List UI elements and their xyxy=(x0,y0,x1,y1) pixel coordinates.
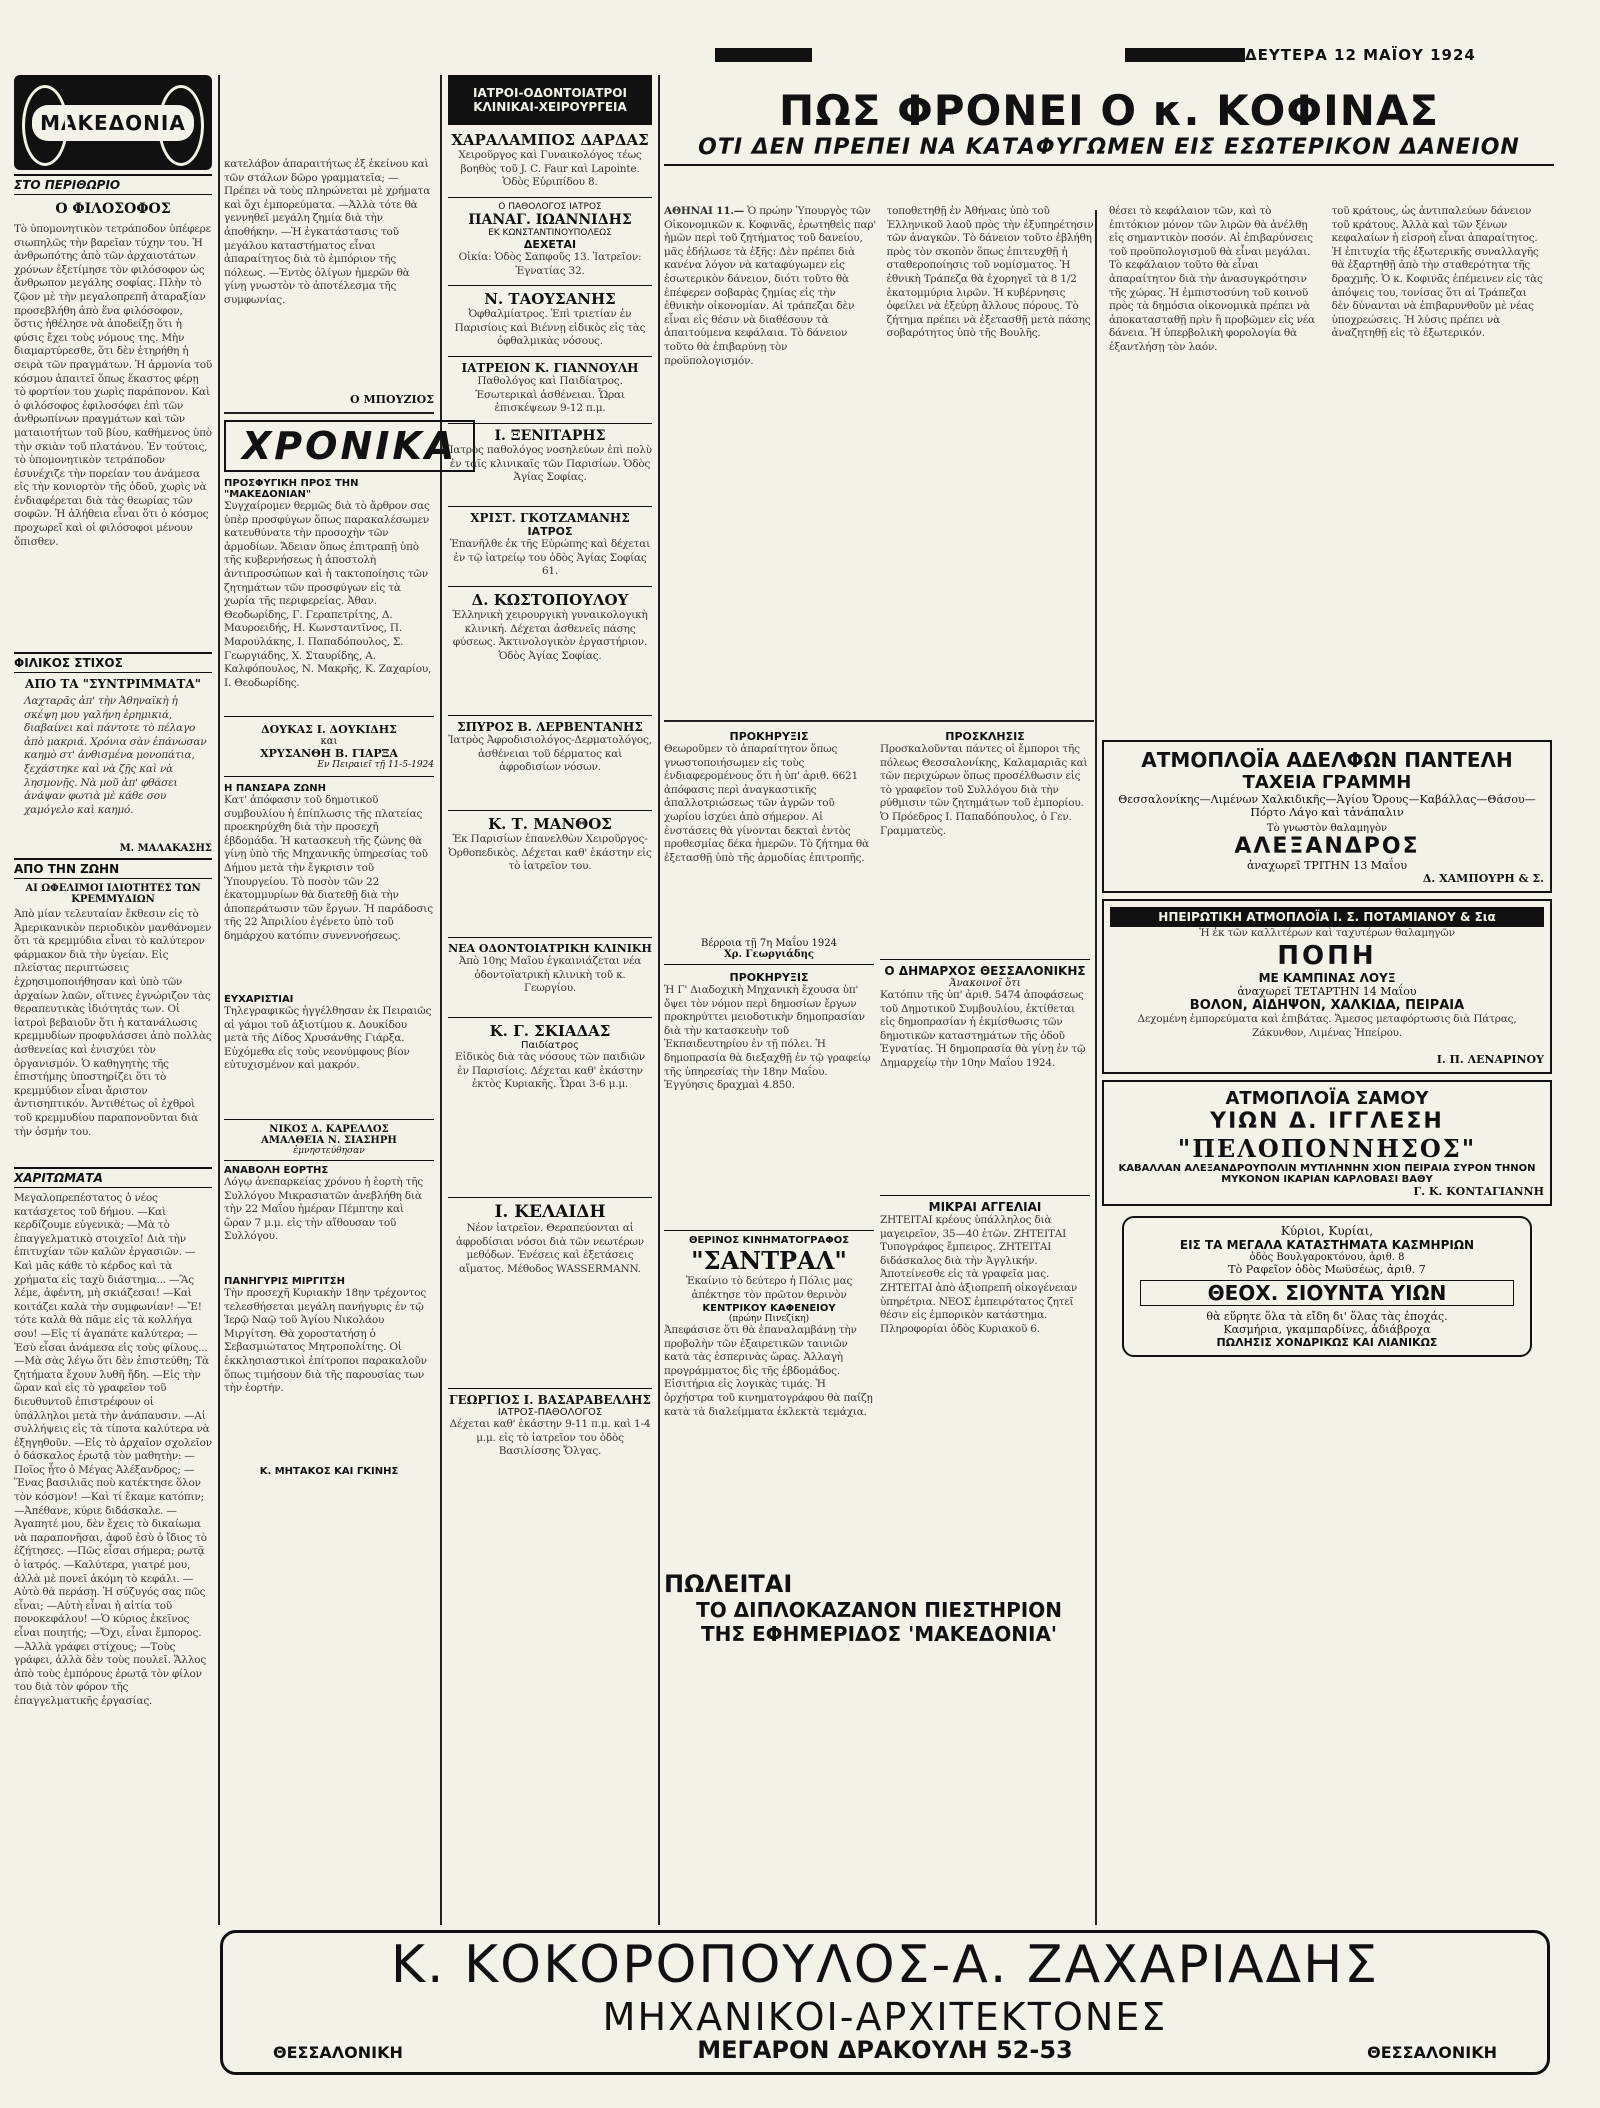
ad-vasaravelis-sub: ΙΑΤΡΟΣ-ΠΑΘΟΛΟΓΟΣ xyxy=(497,1407,603,1418)
fur-line1: θὰ εὕρητε ὅλα τὰ εἴδη δι' ὅλας τὰς ἐποχάς. xyxy=(1206,1310,1448,1323)
ad-xenitaris: Ι. ΞΕΝΙΤΑΡΗΣ xyxy=(448,423,652,444)
right-col xyxy=(1102,740,1552,1357)
lead-col-1: ΑΘΗΝΑΙ 11.— Ὁ πρώην Ὑπουργὸς τῶν Οἰκονομικῶν κ. Κοφινᾶς, ἐρωτηθεὶς παρ' ἡμῶν περὶ τοῦ ζητήματος τοῦ δανείου, μᾶς ἐδήλωσε τὰ ἑξῆς: Δὲν πρέπει διὰ κανένα λόγον νὰ καταφύγωμεν εἰς ἐσωτερικὸν δάνειον, διότι τοῦτο θὰ ἐπέφερεν σοβαρὰς ζημίας εἰς τὴν ἐθνικὴν οἰκονομίαν. Αἱ τράπεζαι δὲν εἶναι εἰς θέσιν νὰ διαθέσουν τὰ ἀπαιτούμενα κεφάλαια. Τὸ δάνειον τοῦτο θὰ ἐπιβαρύνῃ τὸν προϋπολογισμόν. xyxy=(664,205,877,367)
ad-skiadas-sub: Παιδίατρος xyxy=(521,1040,579,1051)
ship1-route: Θεσσαλονίκης—Λιμένων Χαλκιδικῆς—Ἁγίου Ὄρους—Καβάλλας—Θάσου—Πόρτο Λάγο καὶ τἀνάπαλιν xyxy=(1118,793,1536,819)
ship1-vessel-pre: Τὸ γνωστὸν θαλαμηγὸν xyxy=(1266,823,1388,834)
footer-banner xyxy=(220,1930,1550,2075)
ship1-agent: Δ. ΧΑΜΠΟΥΡΗ & Σ. xyxy=(1422,872,1544,885)
fur-store: ΕΙΣ ΤΑ ΜΕΓΑΛΑ ΚΑΤΑΣΤΗΜΑΤΑ ΚΑΣΜΗΡΙΩΝ xyxy=(1179,1238,1475,1252)
ad-kostopoulou: Δ. ΚΩΣΤΟΠΟΥΛΟΥ xyxy=(448,586,652,609)
col-rule-1 xyxy=(218,75,220,1925)
ad-lerventanis: ΣΠΥΡΟΣ Β. ΛΕΡΒΕΝΤΑΝΗΣ xyxy=(448,715,652,734)
lead-body xyxy=(664,205,1544,715)
signature-bouzios: Ο ΜΠΟΥΖΙΟΣ xyxy=(350,393,434,406)
ship1-title: ΑΤΜΟΠΛΟΪΑ ΑΔΕΛΦΩΝ ΠΑΝΤΕΛΗ xyxy=(1141,748,1513,772)
lead-col-3: θέσει τὸ κεφάλαιον τῶν, καὶ τὸ ἐπιτόκιον μόνον τῶν λιρῶν θὰ ἀνέλθῃ εἰς σημαντικὸν ποσόν. Αἱ ἐπιβαρύνσεις τοῦ προϋπολογισμοῦ θὰ εἶναι μεγάλαι. Τὸ κεφάλαιον τοῦτο θὰ εἶναι ἀπαραίτητον διὰ τὴν ἀνασυγκρότησιν τῆς χώρας. Ἡ ἐμπιστοσύνη τοῦ κοινοῦ πρὸς τὰ δημόσια οἰκονομικὰ πρέπει νὰ ἀποκατασταθῇ πρὶν ἢ προβῶμεν εἰς νέα δάνεια. Ἡ ὑπερβολικὴ φορολογία θὰ ἐξαντλήσῃ τὸν λαόν. xyxy=(1109,205,1315,353)
ad-vasaravelis: ΓΕΩΡΓΙΟΣ Ι. ΒΑΣΑΡΑΒΕΛΛΗΣ xyxy=(448,1388,652,1407)
ad-ioannidis-pre: Ο ΠΑΘΟΛΟΓΟΣ ΙΑΤΡΟΣ xyxy=(448,197,652,212)
fur-owner: ΘΕΟΧ. ΣΙΟΥΝΤΑ ΥΙΩΝ xyxy=(1140,1280,1514,1306)
ad-ioannidis-sub: ΕΚ ΚΩΝΣΤΑΝΤΙΝΟΥΠΟΛΕΩΣ xyxy=(488,228,612,238)
ship1-when: ἀναχωρεῖ ΤΡΙΤΗΝ 13 Μαΐου xyxy=(1246,859,1408,872)
prokyrixi-2: ΠΡΟΚΗΡΥΞΙΣ xyxy=(729,971,809,984)
column-1 xyxy=(14,75,212,1942)
ship2-sub: ΜΕ ΚΑΜΠΙΝΑΣ ΛΟΥΞ xyxy=(1258,971,1396,985)
dimarchos-sub: Ἀνακοινοῖ ὅτι xyxy=(949,978,1021,989)
ship2-vessel: ΠΟΠΗ xyxy=(1277,941,1377,971)
small-ads: ΜΙΚΡΑΙ ΑΓΓΕΛΙΑΙ xyxy=(880,1195,1090,1214)
sale-notice xyxy=(664,1570,1094,1646)
wedding-note: Εν Πειραιεῖ τῇ 11-5-1924 xyxy=(317,760,434,770)
section-charitomata: ΧΑΡΙΤΩΜΑΤΑ xyxy=(14,1167,212,1188)
cinema-name: "ΣΑΝΤΡΑΛ" xyxy=(691,1246,847,1275)
ship3-agent: Γ. Κ. ΚΟΝΤΑΓΙΑΝΝΗ xyxy=(1413,1185,1544,1198)
lead-article xyxy=(664,86,1554,166)
lead-headline-1: ΠΩΣ ΦΡΟΝΕΙ Ο κ. ΚΟΦΙΝΑΣ xyxy=(778,86,1440,135)
ship2-when: ἀναχωρεῖ ΤΕΤΑΡΤΗΝ 14 Μαΐου xyxy=(1237,985,1417,998)
ad-samou xyxy=(1102,1080,1552,1206)
ship3-vessel: "ΠΕΛΟΠΟΝΝΗΣΟΣ" xyxy=(1177,1134,1477,1163)
column-2 xyxy=(224,158,458,1477)
section-filikos-stichos: ΦΙΛΙΚΟΣ ΣΤΙΧΟΣ xyxy=(14,652,212,673)
ad-pantelis xyxy=(1102,740,1552,893)
poem-title: ΑΠΟ ΤΑ "ΣΥΝΤΡΙΜΜΑΤΑ" xyxy=(25,677,201,691)
section-apo-tin-zoin: ΑΠΟ ΤΗΝ ΖΩΗΝ xyxy=(14,858,212,879)
sale-text-2: ΤΗΣ ΕΦΗΜΕΡΙΔΟΣ 'ΜΑΚΕΔΟΝΙΑ' xyxy=(700,1622,1058,1646)
ship3-sub: ΥΙΩΝ Δ. ΙΓΓΛΕΣΗ xyxy=(1210,1109,1444,1134)
masthead-title: ΜΑΚΕΔΟΝΙΑ xyxy=(32,105,194,141)
prosklisis: ΠΡΟΣΚΛΗΣΙΣ xyxy=(945,730,1025,743)
ad-gotzamanis-sub: ΙΑΤΡΟΣ xyxy=(527,525,573,538)
ad-potamianou: ΗΠΕΙΡΩΤΙΚΗ ΑΤΜΟΠΛΟΪΑ Ι. Σ. ΠΟΤΑΜΙΑΝΟΥ & Σια Ἡ ἐκ τῶν καλλιτέρων καὶ ταχυτέρων θαλαμηγῶν ΠΟΠΗ ΜΕ ΚΑΜΠΙΝΑΣ ΛΟΥΞ ἀναχωρεῖ ΤΕΤΑΡΤΗΝ 14 Μαΐου ΒΟΛΟΝ, ΑΙΔΗΨΟΝ, ΧΑΛΚΙΔΑ, ΠΕΙΡΑΙΑ Δεχομένη ἐμπορεύματα καὶ ἐπιβάτας. Ἄμεσος μεταφόρτωσις διὰ Πάτρας, Ζάκυνθον, Λιμένας Ἠπείρου. Ι. Π. ΛΕΝΑΡΙΝΟΥ xyxy=(1102,899,1552,1074)
engaged-note: ἐμνηστεύθησαν xyxy=(293,1146,365,1156)
cinema-sub: ΚΕΝΤΡΙΚΟΥ ΚΑΦΕΝΕΙΟΥ xyxy=(702,1303,836,1314)
ship1-vessel: ΑΛΕΞΑΝΔΡΟΣ xyxy=(1234,834,1420,859)
footer-line-2: ΜΗΧΑΝΙΚΟΙ-ΑΡΧΙΤΕΚΤΟΝΕΣ xyxy=(602,1995,1168,2039)
footer-line-1: Κ. ΚΟΚΟΡΟΠΟΥΛΟΣ-Α. ΖΑΧΑΡΙΑΔΗΣ xyxy=(390,1935,1380,1995)
lead-col-2: τοποθετηθῇ ἐν Ἀθήναις ὑπὸ τοῦ Ἑλληνικοῦ λαοῦ πρὸς τὴν ἐξυπηρέτησιν τῶν ἀναγκῶν. Τὸ δάνειον τοῦτο ἐβλήθη πρὸς τὸν σκοπὸν ὅπως ἐπιτευχθῇ ἡ σταθεροποίησις τοῦ νομίσματος. Ἡ ἐθνικὴ Τράπεζα θὰ ἐχορηγεῖ τὰ 8 1/2 ἑκατομμύρια λιρῶν. Ἡ κυβέρνησις ὀφείλει νὰ ἐξεύρῃ ἄλλους πόρους. Τὸ ζήτημα πρέπει νὰ ἐξετασθῇ μετὰ πάσης σοβαρότητος ὑπὸ τῆς Βουλῆς. xyxy=(886,205,1094,340)
fur-sales: ΠΩΛΗΣΙΣ ΧΟΝΔΡΙΚΩΣ ΚΑΙ ΛΙΑΝΙΚΩΣ xyxy=(1216,1336,1438,1349)
ship1-sub: ΤΑΧΕΙΑ ΓΡΑΜΜΗ xyxy=(1242,772,1412,793)
cinema-sub2: (πρώην Πινεζίκη) xyxy=(728,1314,810,1324)
mid-col-b: ΠΡΟΣΚΛΗΣΙΣ Προσκαλοῦνται πάντες οἱ ἔμποροι τῆς πόλεως Θεσσαλονίκης, Καλαμαριᾶς καὶ τῶν περιχώρων ὅπως προσέλθωσιν εἰς τὸ γραφεῖον τοῦ Συλλόγου διὰ τὴν ρύθμισιν τῶν ζητημάτων τοῦ ἐμπορίου. Ὁ Πρόεδρος Ι. Παπαδόπουλος, ὁ Γεν. Γραμματεὺς. Ο ΔΗΜΑΡΧΟΣ ΘΕΣΣΑΛΟΝΙΚΗΣ Ἀνακοινοῖ ὅτι Κατόπιν τῆς ὑπ' ἀριθ. 5474 ἀποφάσεως τοῦ Δημοτικοῦ Συμβουλίου, ἐκτίθεται εἰς δημοπρασίαν ἡ ἐκμίσθωσις τῶν δημοτικῶν καταστημάτων τῆς ὁδοῦ Ἐγνατίας. Ἡ δημοπρασία θὰ γίνῃ ἐν τῷ Δημαρχείῳ τὴν 10ην Μαΐου 1924. ΜΙΚΡΑΙ ΑΓΓΕΛΙΑΙ ΖΗΤΕΙΤΑΙ κρέους ὑπάλληλος διὰ μαγειρεῖον, 35—40 ἐτῶν. ΖΗΤΕΙΤΑΙ Τυπογράφος ἔμπειρος. ΖΗΤΕΙΤΑΙ διδάσκαλος διὰ τὴν Ἀγγλικήν. Ἀποτείνεσθε εἰς τὰ γραφεῖα μας. ΖΗΤΕΙΤΑΙ ἀπὸ ἀξιοπρεπῆ οἰκογένειαν ὑπηρέτρια. ΝΕΟΣ ἐμπειρότατος ζητεῖ θέσιν εἰς ἐμπορικὸν κατάστημα. Πληροφορίαι ὁδὸς Κυριακοῦ 6. xyxy=(880,730,1090,1482)
fur-address: ὁδὸς Βουλγαροκτόνου, ἀριθ. 8 xyxy=(1249,1252,1405,1263)
chronika-title: ΧΡΟΝΙΚΑ xyxy=(224,420,475,472)
panigyris-text: Τὴν προσεχῆ Κυριακὴν 18ην τρέχοντος τελεσθήσεται μεγάλη πανήγυρις ἐν τῷ Ἱερῷ Ναῷ τοῦ Ἁγίου Νικολάου Μιργίτση. Θὰ χοροστατήσῃ ὁ Σεβασμιώτατος Μητροπολίτης. Οἱ ἐκκλησιαστικοὶ ἐπίτροποι παρακαλοῦν ὅπως τιμήσουν διὰ τῆς παρουσίας των τὴν ἑορτήν. xyxy=(224,1287,427,1395)
ship2-agent: Ι. Π. ΛΕΝΑΡΙΝΟΥ xyxy=(1436,1053,1544,1066)
prokyrixi-1-sign: Χρ. Γεωργιάδης xyxy=(664,949,874,965)
cinema-head: ΘΕΡΙΝΟΣ ΚΙΝΗΜΑΤΟΓΡΑΦΟΣ xyxy=(664,1230,874,1246)
section-panigyris: ΠΑΝΗΓΥΡΙΣ ΜΙΡΓΙΤΣΗ xyxy=(224,1276,345,1287)
sale-head: ΠΩΛΕΙΤΑΙ xyxy=(664,1570,793,1598)
bride-name: ΧΡΥΣΑΝΘΗ Β. ΓΙΑΡΞΑ xyxy=(260,747,398,760)
ship2-title: ΗΠΕΙΡΩΤΙΚΗ ΑΤΜΟΠΛΟΪΑ Ι. Σ. ΠΟΤΑΜΙΑΝΟΥ & Σια xyxy=(1110,907,1544,927)
top-bar xyxy=(715,48,812,62)
lead-headline-2: ΟΤΙ ΔΕΝ ΠΡΕΠΕΙ ΝΑ ΚΑΤΑΦΥΓΩΜΕΝ ΕΙΣ ΕΣΩΤΕΡΙΚΟΝ ΔΑΝΕΙΟΝ xyxy=(664,135,1554,166)
dateline: ΔΕΥΤΕΡΑ 12 ΜΑΪΟΥ 1924 xyxy=(1245,46,1476,64)
ad-ioannidis: ΠΑΝΑΓ. ΙΩΑΝΝΙΔΗΣ xyxy=(468,212,632,228)
section-title-philosophos: Ο ΦΙΛΟΣΟΦΟΣ xyxy=(55,201,171,217)
fur-line2: Κασμήρια, γκαμπαρδίνες, ἀδιάβροχα xyxy=(1223,1323,1431,1336)
signature-mitakos: Κ. ΜΗΤΑΚΟΣ ΚΑΙ ΓΚΙΝΗΣ xyxy=(259,1466,399,1477)
chronika-text: Συγχαίρομεν θερμῶς διὰ τὸ ἄρθρον σας ὑπὲρ προσφύγων ὅπως παρακαλέσωμεν κατευθύνατε τὴν προσοχὴν τῶν ἀρμοδίων. Ἄδειαν ὅπως ἐπιτραπῇ ὑπὸ τῆς κυβερνήσεως ἡ ἀποστολὴ ἀντιπροσώπων καὶ ἡ τακτοποίησις τῶν ζητημάτων τῶν προσφύγων εἰς τὰ χωρία τῆς περιφερείας. Ἀθαν. Θεοδωρίδης, Γ. Γεραπετρίτης, Δ. Μαυροειδής, Η. Κωνσταντῖνος, Π. Μαρουλάκης, Ι. Παπαδόπουλος, Σ. Γεωργιάδης, Χ. Σταυρίδης, Α. Καλφόπουλος, Ν. Μακρῆς, Κ. Ζαχαρίου, Ι. Θεοδωρίδης. xyxy=(224,500,432,689)
poem-text: Λαχταρᾶς ἀπ' τὴν Ἀθηναϊκὴ ἡ σκέψη μου γαλήνη ἐρημικιά, διαβαίνει καὶ πάντοτε τὸ πέλαγο ἀπὸ μακριά. Χρόνια σὰν ἐπάνωσαν καημὸ στ' ἀνθισμένα μονοπάτια, ξεχάστηκε καὶ νὰ ζῇς καὶ νὰ λησμονῇς. Νὰ μοῦ ἀπ' φθάσει ἀνάψαν φωτιὰ μὲ κάθε σου χαμόγελο καὶ καημό. xyxy=(24,695,207,816)
ship3-title: ΑΤΜΟΠΛΟΪΑ ΣΑΜΟΥ xyxy=(1225,1088,1429,1109)
wedding-and: και xyxy=(320,736,338,747)
fur-greeting: Κύριοι, Κυρίαι, xyxy=(1280,1224,1374,1238)
poem-signature: Μ. ΜΑΛΑΚΑΣΗΣ xyxy=(119,843,212,854)
footer-right: ΘΕΣΣΑΛΟΝΙΚΗ xyxy=(1367,2043,1497,2062)
ad-gotzamanis: ΧΡΙΣΤ. ΓΚΟΤΖΑΜΑΝΗΣ xyxy=(448,506,652,525)
article-continued: κατελάβον ἀπαραιτήτως ἐξ ἐκείνου καὶ τῶν στάλων δῶρο γραμματεῖα; —Πρέπει νὰ τοὺς πληρώνεται μὲ χρήματα καὶ ὄχι ἐμπορεύματα. —Ἀλλὰ τότε θὰ γεννηθεῖ μεγάλη ζημία διὰ τὴν ἀποθήκην. —Ἡ ἐγκατάστασις τοῦ μεγάλου καταστήματος εἶναι ἀπαραίτητος διὰ τὸ ἐμπόριον τῆς πόλεως. —Ἐντὸς ὀλίγων ἡμερῶν θὰ γίνῃ γνωστὸν τὸ ἀποτέλεσμα τῆς συμφωνίας. xyxy=(224,158,431,306)
section-eorti: ΑΝΑΒΟΛΗ ΕΟΡΤΗΣ xyxy=(224,1165,329,1176)
wedding-announcement xyxy=(224,716,434,777)
chronika-subhead: ΠΡΟΣΦΥΓΙΚΗ ΠΡΟΣ ΤΗΝ "ΜΑΚΕΔΟΝΙΑΝ" xyxy=(224,478,359,500)
top-bar-right xyxy=(1125,48,1245,62)
engaged-name-1: ΝΙΚΟΣ Δ. ΚΑΡΕΛΛΟΣ xyxy=(269,1124,389,1135)
masthead-logo xyxy=(14,75,212,170)
column-3-medical: ΙΑΤΡΟΙ-ΟΔΟΝΤΟΙΑΤΡΟΙ ΚΛΙΝΙΚΑΙ-ΧΕΙΡΟΥΡΓΕΙΑ ΧΑΡΑΛΑΜΠΟΣ ΔΑΡΔΑΣ Χειροῦργος καὶ Γυναικολόγος τέως βοηθὸς τοῦ J. C. Faur καὶ Lapointe. Ὁδὸς Εὐριπίδου 8. Ο ΠΑΘΟΛΟΓΟΣ ΙΑΤΡΟΣ ΠΑΝΑΓ. ΙΩΑΝΝΙΔΗΣ ΕΚ ΚΩΝΣΤΑΝΤΙΝΟΥΠΟΛΕΩΣ ΔΕΧΕΤΑΙ Οἰκία: Ὁδὸς Σαπφοῦς 13. Ἰατρεῖον: Ἐγνατίας 32. Ν. ΤΑΟΥΣΑΝΗΣ Ὀφθαλμίατρος. Ἐπὶ τριετίαν ἐν Παρισίοις καὶ Βιέννῃ εἰδικὸς εἰς τὰς ὀφθαλμικὰς νόσους. ΙΑΤΡΕΙΟΝ Κ. ΓΙΑΝΝΟΥΛΗ Παθολόγος καὶ Παιδίατρος. Ἐσωτερικαὶ ἀσθένειαι. Ὧραι ἐπισκέψεων 9-12 π.μ. Ι. ΞΕΝΙΤΑΡΗΣ Ἰατρὸς παθολόγος νοσηλεύων ἐπὶ πολὺ ἐν ταῖς κλινικαῖς τῶν Παρισίων. Ὁδὸς Ἁγίας Σοφίας. ΧΡΙΣΤ. ΓΚΟΤΖΑΜΑΝΗΣ ΙΑΤΡΟΣ Ἐπανῆλθε ἐκ τῆς Εὐρώπης καὶ δέχεται ἐν τῷ ἰατρείῳ του ὁδὸς Ἁγίας Σοφίας 61. Δ. ΚΩΣΤΟΠΟΥΛΟΥ Ἑλληνικὴ χειρουργικὴ γυναικολογικὴ κλινική. Δέχεται ἀσθενεῖς πάσης φύσεως. Ἀκτινολογικὸν ἐργαστήριον. Ὁδὸς Ἀγίας Σοφίας. ΣΠΥΡΟΣ Β. ΛΕΡΒΕΝΤΑΝΗΣ Ἰατρὸς Ἀφροδισιολόγος-Δερματολόγος, ἀσθένειαι τοῦ δέρματος καὶ ἀφροδισίων νόσων. Κ. Τ. ΜΑΝΘΟΣ Ἐκ Παρισίων ἐπανελθὼν Χειροῦργος-Ὀρθοπεδικὸς. Δέχεται καθ' ἑκάστην εἰς τὸ ἰατρεῖον του. ΝΕΑ ΟΔΟΝΤΟΙΑΤΡΙΚΗ ΚΛΙΝΙΚΗ Ἀπὸ 10ης Μαΐου ἐγκαινιάζεται νέα ὀδοντοϊατρικὴ κλινικὴ τοῦ κ. Γεωργίου. Κ. Γ. ΣΚΙΑΔΑΣ Παιδίατρος Εἰδικὸς διὰ τὰς νόσους τῶν παιδιῶν ἐν Παρισίοις. Δέχεται καθ' ἑκάστην ἐκτὸς Κυριακῆς. Ὧραι 3-6 μ.μ. Ι. ΚΕΛΑΙΔΗ Νέον ἰατρεῖον. Θεραπεύονται αἱ ἀφροδίσιαι νόσοι διὰ τῶν νεωτέρων μεθόδων. Ἐνέσεις καὶ ἐξετάσεις αἵματος. Μέθοδος WASSERMANN. ΓΕΩΡΓΙΟΣ Ι. ΒΑΣΑΡΑΒΕΛΛΗΣ ΙΑΤΡΟΣ-ΠΑΘΟΛΟΓΟΣ Δέχεται καθ' ἑκάστην 9-11 π.μ. καὶ 1-4 μ.μ. εἰς τὸ ἰατρεῖον του ὁδὸς Βασιλίσσης Ὄλγας. xyxy=(448,75,652,1498)
medical-header: ΙΑΤΡΟΙ-ΟΔΟΝΤΟΙΑΤΡΟΙ ΚΛΙΝΙΚΑΙ-ΧΕΙΡΟΥΡΓΕΙΑ xyxy=(448,75,652,125)
engaged-name-2: ΑΜΑΛΘΕΙΑ Ν. ΣΙΑΣΗΡΗ xyxy=(261,1135,397,1146)
ship3-dest: ΚΑΒΑΛΛΑΝ ΑΛΕΞΑΝΔΡΟΥΠΟΛΙΝ ΜΥΤΙΛΗΝΗΝ ΧΙΟΝ ΠΕΙΡΑΙΑ ΣΥΡΟΝ ΤΗΝΟΝ ΜΥΚΟΝΟΝ ΙΚΑΡΙΑΝ ΚΑΡΛΟΒΑΣΙ ΒΑΘΥ xyxy=(1118,1163,1536,1185)
eorti-text: Λόγῳ ἀνεπαρκείας χρόνου ἡ ἑορτὴ τῆς Συλλόγου Μικρασιατῶν ἀνεβλήθη διὰ τὴν 22 Μαΐου ἡμέραν Πέμπτην καὶ ὥραν 7 μ.μ. εἰς τὴν αἴθουσαν τοῦ Συλλόγου. xyxy=(224,1176,424,1243)
section-thanks: ΕΥΧΑΡΙΣΤΙΑΙ xyxy=(224,994,294,1005)
footer-center: ΜΕΓΑΡΟΝ ΔΡΑΚΟΥΛΗ 52-53 xyxy=(697,2036,1073,2064)
lead-dateline: ΑΘΗΝΑΙ 11.— xyxy=(664,205,745,217)
groom-name: ΔΟΥΚΑΣ Ι. ΔΟΥΚΙΔΗΣ xyxy=(261,723,397,736)
dimarchos: Ο ΔΗΜΑΡΧΟΣ ΘΕΣΣΑΛΟΝΙΚΗΣ xyxy=(880,959,1090,978)
fur-tailor: Τὸ Ραφεῖον ὁδὸς Μωϋσέως, ἀριθ. 7 xyxy=(1228,1263,1426,1276)
ad-ioannidis-sub2: ΔΕΧΕΤΑΙ xyxy=(523,238,577,251)
jokes-text: Μεγαλοπρεπέστατος ὁ νέος κατάσχετος τοῦ δήμου. —Καὶ κερδίζουμε εὐγενικὰ; —Μὰ τὸ ἐπαγγελματικὸ στοιχεῖο! Διὰ τὴν ἐπιτυχίαν τῶν καλῶν ἐργασιῶν. —Καὶ μᾶς κάθε τὸ κέρδος καὶ τὰ χρήματα εἰς ταχὺ διάστημα... —Ἂς λέμε, ἀφέντη, μὴ σκιάζεσαι! —Καὶ κοιτάζει καλὰ τὴν συμφωνίαν! —Ἔ! τότε καλὰ θὰ πᾶμε εἰς τὰ κολλήγα σου! —Εἰς τί ἀγαπάτε καλύτερα; —Ἐσὺ εἶσαι ἀνάμεσα εἰς τοὺς φίλους... —Μὰ σὰς λέγω ὅτι δὲν ἐπιστεύθη; Τὰ ζητήματα ἔχουν λυθῆ ἤδη. —Εἰς τὴν ὥραν καὶ εἰς τὸ γραφεῖον τοῦ διευθυντοῦ ἐπιστρέφουν οἱ ὑπάλληλοι μετὰ τὴν ἀνάπαυσιν. —Αἱ συλλήψεις εἰς τὰ τίποτα καλύτερα νὰ ἐξηγηθοῦν. —Εἰς τὸ ἀρχαῖον σχολεῖον ὁ δάσκαλος ἐρωτᾷ τὸν μαθητὴν: —Ποῖος ἦτο ὁ Μέγας Ἀλέξανδρος; —Ἕνας βασιλιᾶς ποὺ κατέκτησε ὅλον τὸν κόσμον! —Καὶ τί ἔκαμε κατόπιν; —Ἀπέθανε, κύριε διδάσκαλε. —Ἀγαπητέ μου, δὲν ἔχεις τὸ δικαίωμα νὰ παραπονῆσαι, ἀφοῦ ἐσὺ ὁ ἴδιος τὸ ἐζήτησες. —Πῶς εἶσαι σήμερα; ρωτᾷ ὁ ἰατρός. —Καλύτερα, γιατρέ μου, ἀλλὰ μὲ πονεῖ ἀκόμη τὸ κεφάλι. —Αὐτὸ θὰ περάσῃ. Ἡ σύζυγός σας πῶς εἶναι; —Αὐτὴ εἶναι ἡ αἰτία τοῦ πονοκεφάλου! —Ὁ κύριος ἐκεῖνος εἶναι ποιητής; —Ὄχι, εἶναι ἔμπορος. —Ἀλλὰ γράφει στίχους; —Τοὺς γράφει, ἀλλὰ δὲν τοὺς πουλεῖ. Ἄλλος ἀπὸ τοὺς ἐμπόρους ἐρωτᾷ τὸν φίλον του διὰ τὸν φόρον τῆς ἐπαγγελματικῆς ἐργασίας. xyxy=(14,1192,212,1707)
ad-skiadas: Κ. Γ. ΣΚΙΑΔΑΣ xyxy=(448,1017,652,1040)
thanks-text: Τηλεγραφικῶς ἠγγέλθησαν ἐκ Πειραιῶς αἱ γάμοι τοῦ ἀξιοτίμου κ. Δουκίδου μετὰ τῆς Δίδος Χρυσάνθης Γιάρξα. Εὐχόμεθα εἰς τοὺς νεονύμφους βίον εὐτυχισμένον καὶ μακρόν. xyxy=(224,1005,432,1072)
ad-dardas: ΧΑΡΑΛΑΜΠΟΣ ΔΑΡΔΑΣ xyxy=(451,131,649,149)
prokyrixi-1: ΠΡΟΚΗΡΥΞΙΣ xyxy=(729,730,809,743)
sale-text: ΤΟ ΔΙΠΛΟΚΑΖΑΝΟΝ ΠΙΕΣΤΗΡΙΟΝ xyxy=(696,1598,1062,1622)
chronika-header xyxy=(224,420,458,472)
article-text: Τὸ ὑπομονητικὸν τετράποδον ὑπέφερε σιωπηλῶς τὴν βαρεῖαν τύχην του. Ἡ ἀνθρωπότης ἀπὸ τῶν ἀρχαιοτάτων χρόνων ἐξετίμησε τὸν φιλόσοφον ὡς ἄνθρωπον μεγάλης σοφίας. Πλὴν τὸ ζῷον μὲ τὴν μεγαλοπρεπῆ ἀταραξίαν προσεβλήθη ἀπὸ ἕνα φιλόσοφον, ὅστις ἠθέλησε νὰ ἀποδείξῃ ὅτι ἡ φύσις ἔχει τοὺς νόμους της. Μὴν διαμαρτύρεσθε, ὅτι δὲν ἐτηρήθη ἡ σειρὰ τῶν πραγμάτων. Ἡ ἁρμονία τοῦ κόσμου ἀπαιτεῖ ὅπως ἕκαστος φέρῃ τὸ φορτίον του χωρὶς παράπονον. Καὶ ὁ φιλόσοφος ἐφιλοσόφει ἐπὶ τῶν ἀνθρωπίνων πραγμάτων καὶ τῶν ματαιοτήτων τοῦ βίου, καθήμενος ὑπὸ τὴν σκιὰν τοῦ πλατάνου. Ἐν τούτοις, τὸ ὑπομονητικὸν τετράποδον ἐσυνέχιζε τὴν πορείαν του ἀνάμεσα εἰς τὴν κονιορτὸν τῆς ὁδοῦ, χωρὶς νὰ ἐνδιαφέρεται διὰ τὰς θεωρίας τῶν σοφῶν. Ἡ ἀλήθεια εἶναι ὅτι ὁ κόσμος προχωρεῖ καὶ οἱ φιλόσοφοι μένουν ὄπισθεν. xyxy=(14,223,212,548)
ad-manthos: Κ. Τ. ΜΑΝΘΟΣ xyxy=(448,810,652,833)
article-title-onions: ΑΙ ΩΦΕΛΙΜΟΙ ΙΔΙΟΤΗΤΕΣ ΤΩΝ ΚΡΕΜΜΥΔΙΩΝ xyxy=(25,883,201,905)
ad-siounta xyxy=(1122,1216,1532,1357)
ad-kelaidi: Ι. ΚΕΛΑΙΔΗ xyxy=(448,1197,652,1222)
section-zone: Η ΠΑΝΣΑΡΑ ΖΩΝΗ xyxy=(224,783,326,794)
ad-odontoiatriki: ΝΕΑ ΟΔΟΝΤΟΙΑΤΡΙΚΗ ΚΛΙΝΙΚΗ xyxy=(448,937,652,955)
mid-col-a: ΠΡΟΚΗΡΥΞΙΣ Θεωροῦμεν τὸ ἀπαραίτητον ὅπως γνωστοποιήσωμεν εἰς τοὺς ἐνδιαφερομένους ὅτι ἡ ὑπ' ἀριθ. 6621 ἀπόφασις περὶ ἀναγκαστικῆς ἀπαλλοτριώσεως τῶν ἀγρῶν τοῦ χωρίου ἰσχύει ἀπὸ σήμερον. Αἱ ἐνστάσεις θὰ γίνονται δεκταὶ ἐντὸς προθεσμίας δέκα ἡμερῶν. Τὸ ζήτημα θὰ ἐξετασθῇ ὑπὸ τῆς ἁρμοδίας ἐπιτροπῆς. Βέρροια τῇ 7η Μαΐου 1924 Χρ. Γεωργιάδης ΠΡΟΚΗΡΥΞΙΣ Ἡ Γ' Διαδοχικὴ Μηχανικὴ ἔχουσα ὑπ' ὄψει τὸν νόμον περὶ δημοσίων ἔργων προκηρύττει μειοδοτικὴν δημοπρασίαν διὰ τὴν κατασκευὴν τοῦ Ἐκπαιδευτηρίου ἐν τῇ πόλει. Ἡ δημοπρασία θὰ διεξαχθῇ ἐν τῷ γραφείῳ τῆς ὑπηρεσίας τὴν 18ην Μαΐου. Ἐγγύησις δραχμαὶ 4.850. ΘΕΡΙΝΟΣ ΚΙΝΗΜΑΤΟΓΡΑΦΟΣ "ΣΑΝΤΡΑΛ" Ἐκαίνιο τὸ δεύτερο ἡ Πόλις μας ἀπέκτησε τὸν πρῶτον θερινὸν ΚΕΝΤΡΙΚΟΥ ΚΑΦΕΝΕΙΟΥ (πρώην Πινεζίκη) Ἀπεφάσισε ὅτι θὰ ἐπαναλαμβάνῃ τὴν προβολὴν τῶν ἐξαιρετικῶν ταινιῶν κατὰ τὰς ἑσπερινὰς ὥρας. Ἀλλαγὴ προγράμματος δὶς τῆς ἑβδομάδος. Εἰσιτήρια εἰς λογικὰς τιμάς. Ἡ ὀρχήστρα τοῦ κινηματογράφου θὰ παίζῃ κατὰ τὰ διαλείμματα ἐκλεκτὰ τεμάχια. xyxy=(664,730,873,1418)
col-rule-3 xyxy=(658,75,660,1925)
col-rule-2 xyxy=(440,75,442,1925)
ad-taousanis: Ν. ΤΑΟΥΣΑΝΗΣ xyxy=(448,285,652,308)
ship2-dest: ΒΟΛΟΝ, ΑΙΔΗΨΟΝ, ΧΑΛΚΙΔΑ, ΠΕΙΡΑΙΑ xyxy=(1189,998,1465,1013)
ad-giannouli: ΙΑΤΡΕΙΟΝ Κ. ΓΙΑΝΝΟΥΛΗ xyxy=(448,356,652,375)
zone-text: Κατ' ἀπόφασιν τοῦ δημοτικοῦ συμβουλίου ἡ ἐπίπλωσις τῆς πλατείας προεκηρύχθη διὰ τὴν προσεχῆ ἑβδομάδα. Ἡ κατασκευὴ τῆς ζώνης θὰ γίνῃ ὑπὸ τῆς Μηχανικῆς ὑπηρεσίας τοῦ Δήμου μετὰ τὴν ἔγκρισιν τοῦ Ὑπουργείου. Τὸ ποσὸν τῶν 22 ἑκατομμυρίων θὰ διατεθῇ διὰ τὴν ἀποπεράτωσιν τῶν ἔργων. Ἡ παράδοσις τῆς 22 Ἀπριλίου ἐγένετο ὑπὸ τοῦ δημάρχου κατόπιν συνεννοήσεως. xyxy=(224,794,433,942)
lead-col-4: τοῦ κράτους, ὡς ἀντιπαλεύων δάνειον τοῦ κράτους. Ἀλλὰ καὶ τῶν ξένων κεφαλαίων ἡ εἰσροὴ εἶναι ἀπαραίτητος. Ἡ ἐπιτυχία τῆς ἐξωτερικῆς συναλλαγῆς θὰ ἐξαρτηθῇ ἀπὸ τὴν σταθερότητα τῆς δραχμῆς. Ὁ κ. Κοφινᾶς ἐπέμεινεν εἰς τὰς ἀπόψεις του, τονίσας ὅτι αἱ Τράπεζαι δὲν δύνανται νὰ ἐπιβαρυνθοῦν μὲ νέας ὑποχρεώσεις. Ἡ λύσις πρέπει νὰ ἀναζητηθῇ εἰς τὸ ἐξωτερικόν. xyxy=(1331,205,1543,340)
article-onions-text: Ἀπὸ μίαν τελευταίαν ἔκθεσιν εἰς τὸ Ἀμερικανικὸν περιοδικὸν μανθάνομεν ὅτι τὰ κρεμμύδια εἶναι τὸ καλύτερον φάρμακον διὰ τὴν ὑγείαν. Εἰς πλείστας περιπτώσεις ἐχρησιμοποιήθησαν καὶ ὑπὸ τῶν ἀρχαίων λαῶν, οἵτινες ἐγνώριζον τὰς θεραπευτικὰς ἰδιότητάς των. Οἱ ἰατροὶ βεβαιοῦν ὅτι ἡ κατανάλωσις κρεμμυδίων προφυλάσσει ἀπὸ πολλὰς ἀσθενείας καὶ ἐνισχύει τὸν ὀργανισμόν. Ὁ καθηγητὴς τῆς ἐπιστήμης ὑποστηρίζει ὅτι τὸ κρεμμύδιον εἶναι ἄριστον ἀντισηπτικόν. Ἀντιθέτως οἱ ἐχθροὶ τοῦ κρεμμυδίου παραπονοῦνται διὰ τὴν ὀσμήν του. xyxy=(14,908,212,1138)
section-peritheorio: ΣΤΟ ΠΕΡΙΘΩΡΙΟ xyxy=(14,174,212,195)
prokyrixi-1-place: Βέρροια τῇ 7η Μαΐου 1924 xyxy=(700,938,838,949)
footer-left: ΘΕΣΣΑΛΟΝΙΚΗ xyxy=(273,2043,403,2062)
engagement-announcement xyxy=(224,1119,434,1161)
